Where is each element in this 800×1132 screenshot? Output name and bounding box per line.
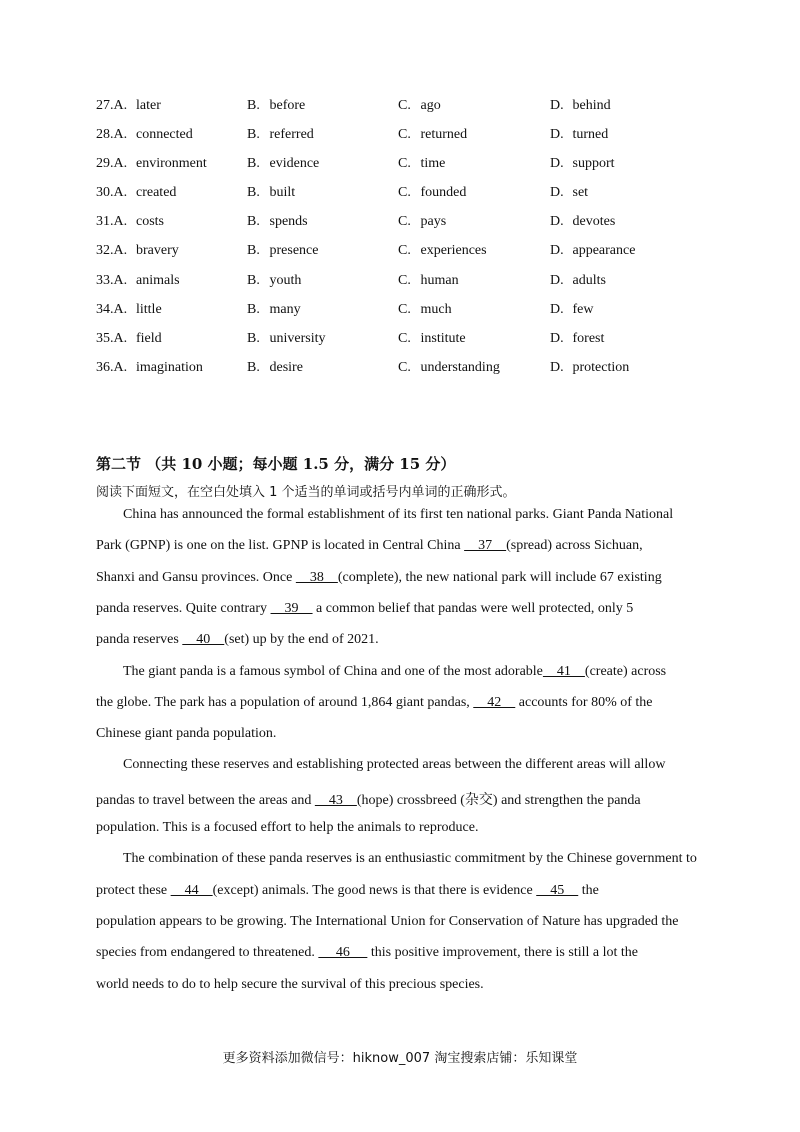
question-number: 32. <box>96 243 114 259</box>
option-c <box>398 96 441 116</box>
option-letter: D. <box>550 185 564 201</box>
option-letter: A. <box>113 330 128 346</box>
option-text: environment <box>132 156 207 172</box>
option-letter: B. <box>247 301 260 317</box>
option-text: imagination <box>132 359 203 375</box>
choice-row <box>96 271 736 300</box>
passage-text: protect these <box>96 882 171 898</box>
option-letter: A. <box>113 301 128 317</box>
question-number: 27. <box>96 98 114 113</box>
choice-row <box>96 154 736 183</box>
option-text: youth <box>266 272 302 288</box>
choice-row <box>96 212 736 241</box>
option-text: spends <box>266 214 308 230</box>
answer-blank[interactable]: 44 <box>170 882 213 898</box>
passage-line <box>96 820 478 836</box>
choice-row <box>96 329 736 358</box>
question-number: 31. <box>96 214 114 230</box>
option-letter: B. <box>247 127 260 143</box>
question-number: 30. <box>96 185 114 201</box>
answer-blank[interactable]: 43 <box>314 792 357 808</box>
passage-line <box>96 789 641 809</box>
footer-note: 更多资料添加微信号：hiknow_007 淘宝搜索店铺：乐知课堂 <box>222 1051 578 1066</box>
option-a <box>96 125 193 145</box>
option-text: connected <box>132 127 193 143</box>
option-letter: B. <box>247 243 260 259</box>
option-text: much <box>417 301 452 317</box>
option-a <box>96 212 164 232</box>
option-letter: A. <box>113 214 128 230</box>
option-text: costs <box>132 214 164 230</box>
choice-row <box>96 300 736 329</box>
option-c <box>398 358 500 378</box>
passage-line <box>96 632 379 648</box>
passage-text: accounts for 80% of the <box>515 694 653 710</box>
passage-line <box>123 507 673 523</box>
option-text: referred <box>266 127 314 143</box>
option-text: founded <box>417 185 467 201</box>
option-letter: C. <box>398 359 411 375</box>
passage-text: Shanxi and Gansu provinces. Once <box>96 569 296 585</box>
passage-text: the <box>578 882 599 898</box>
option-letter: C. <box>398 156 411 172</box>
option-letter: D. <box>550 243 564 259</box>
option-d <box>550 329 604 349</box>
option-text: time <box>417 156 446 172</box>
option-letter: C. <box>398 127 411 143</box>
option-b <box>247 241 318 261</box>
passage-line <box>96 695 653 711</box>
option-text: forest <box>569 330 605 346</box>
option-a <box>96 358 203 378</box>
passage-line <box>96 945 638 961</box>
passage-text: Park (GPNP) is one on the list. GPNP is located in Central China <box>96 538 465 554</box>
option-d <box>550 271 606 291</box>
option-c <box>398 125 467 145</box>
option-letter: A. <box>113 127 128 143</box>
option-text: presence <box>266 243 319 259</box>
passage-line <box>96 538 643 554</box>
option-b <box>247 358 303 378</box>
passage-text: (except) animals. The good news is that there is evidence <box>212 882 537 898</box>
passage-text: (hope) crossbreed (杂交) and strengthen the panda <box>356 792 641 808</box>
passage-line <box>96 726 276 742</box>
option-text: later <box>132 98 161 113</box>
option-letter: B. <box>247 156 260 172</box>
option-text: experiences <box>417 243 487 259</box>
passage-text: panda reserves <box>96 632 183 648</box>
passage-text: (complete), the new national park will include 67 existing <box>337 569 662 585</box>
option-text: adults <box>569 272 606 288</box>
passage-text: (create) across <box>584 663 667 679</box>
option-letter: D. <box>550 301 564 317</box>
option-letter: B. <box>247 98 260 113</box>
option-c <box>398 271 459 291</box>
choice-table <box>96 96 736 387</box>
option-letter: D. <box>550 359 564 375</box>
option-letter: C. <box>398 243 411 259</box>
passage-text: the globe. The park has a population of around 1,864 giant pandas, <box>96 694 474 710</box>
option-letter: A. <box>113 156 128 172</box>
option-d <box>550 300 594 320</box>
option-text: ago <box>417 98 441 113</box>
answer-blank[interactable]: 46 <box>318 945 368 961</box>
option-letter: A. <box>113 98 128 113</box>
question-number: 36. <box>96 359 114 375</box>
option-text: set <box>569 185 589 201</box>
question-number: 29. <box>96 156 114 172</box>
option-text: animals <box>132 272 180 288</box>
option-a <box>96 271 180 291</box>
passage-text: pandas to travel between the areas and <box>96 792 315 808</box>
passage-text: China has announced the formal establishment of its first ten national parks. Giant Panda National <box>123 507 674 522</box>
option-d <box>550 241 635 261</box>
option-b <box>247 271 301 291</box>
option-letter: A. <box>113 272 128 288</box>
option-text: built <box>266 185 296 201</box>
passage-text: population. This is a focused effort to help the animals to reproduce. <box>96 820 479 835</box>
option-c <box>398 212 446 232</box>
option-text: behind <box>569 98 611 113</box>
option-b <box>247 212 308 232</box>
option-letter: C. <box>398 185 411 201</box>
passage-line <box>96 914 679 930</box>
option-letter: C. <box>398 330 411 346</box>
option-letter: D. <box>550 98 564 113</box>
option-letter: D. <box>550 330 564 346</box>
passage-line <box>96 883 599 899</box>
passage-text: species from endangered to threatened. <box>96 945 319 961</box>
option-a <box>96 183 176 203</box>
option-letter: B. <box>247 272 260 288</box>
option-text: bravery <box>132 243 179 259</box>
option-text: turned <box>569 127 609 143</box>
passage-text: Chinese giant panda population. <box>96 726 277 742</box>
option-b <box>247 329 326 349</box>
option-text: understanding <box>417 359 500 375</box>
choice-row <box>96 183 736 212</box>
option-b <box>247 125 314 145</box>
option-letter: C. <box>398 272 411 288</box>
option-text: returned <box>417 127 468 143</box>
passage-text: panda reserves. Quite contrary <box>96 600 271 616</box>
option-a <box>96 300 162 320</box>
option-letter: D. <box>550 272 564 288</box>
option-d <box>550 96 611 116</box>
option-a <box>96 154 207 174</box>
option-text: before <box>266 98 306 113</box>
option-text: evidence <box>266 156 320 172</box>
passage-text: (set) up by the end of 2021. <box>224 632 379 648</box>
passage-text: a common belief that pandas were well protected, only 5 <box>312 600 634 616</box>
option-c <box>398 300 452 320</box>
option-letter: A. <box>113 185 128 201</box>
answer-blank[interactable]: 37 <box>464 538 507 554</box>
passage-text: Connecting these reserves and establishing protected areas between the different areas will allow <box>123 757 666 773</box>
passage-line <box>123 664 666 680</box>
passage-line <box>96 977 484 993</box>
option-letter: B. <box>247 185 260 201</box>
option-d <box>550 125 608 145</box>
question-number: 33. <box>96 272 114 288</box>
question-number: 34. <box>96 301 114 317</box>
answer-blank[interactable]: 41 <box>542 663 585 679</box>
option-d <box>550 183 588 203</box>
option-d <box>550 358 629 378</box>
option-a <box>96 329 162 349</box>
option-d <box>550 154 615 174</box>
option-text: pays <box>417 214 447 230</box>
option-c <box>398 329 466 349</box>
passage-line <box>123 851 697 867</box>
passage-text: The giant panda is a famous symbol of China and one of the most adorable <box>123 663 543 679</box>
option-letter: B. <box>247 214 260 230</box>
passage-line <box>96 601 633 617</box>
option-letter: C. <box>398 214 411 230</box>
option-d <box>550 212 615 232</box>
answer-blank[interactable]: 45 <box>536 882 579 898</box>
option-text: devotes <box>569 214 616 230</box>
option-text: few <box>569 301 594 317</box>
question-number: 28. <box>96 127 114 143</box>
option-b <box>247 96 305 116</box>
option-text: appearance <box>569 243 636 259</box>
option-letter: C. <box>398 98 411 113</box>
option-letter: A. <box>113 243 128 259</box>
passage-text: population appears to be growing. The International Union for Conservation of Nature has upgraded the <box>96 913 679 929</box>
section-title: 第二节 （共 10 小题；每小题 1.5 分，满分 15 分） <box>96 455 456 473</box>
answer-blank[interactable]: 42 <box>473 694 516 710</box>
option-letter: D. <box>550 127 564 143</box>
passage-text: The combination of these panda reserves is an enthusiastic commitment by the Chinese government to <box>123 851 697 867</box>
option-b <box>247 154 319 174</box>
answer-blank[interactable]: 38 <box>295 569 338 585</box>
section-instruction: 阅读下面短文，在空白处填入 1 个适当的单词或括号内单词的正确形式。 <box>96 485 516 500</box>
option-text: protection <box>569 359 630 375</box>
answer-blank[interactable]: 40 <box>182 632 225 648</box>
option-text: human <box>417 272 459 288</box>
choice-row <box>96 241 736 270</box>
option-text: little <box>132 301 162 317</box>
option-letter: C. <box>398 301 411 317</box>
question-number: 35. <box>96 330 114 346</box>
passage-text: world needs to do to help secure the survival of this precious species. <box>96 976 484 992</box>
option-letter: D. <box>550 156 564 172</box>
passage-text: this positive improvement, there is still a lot the <box>367 945 638 961</box>
option-b <box>247 300 301 320</box>
option-text: institute <box>417 330 466 346</box>
option-text: many <box>266 301 301 317</box>
choice-row <box>96 96 736 125</box>
option-a <box>96 241 179 261</box>
option-c <box>398 241 487 261</box>
option-text: desire <box>266 359 303 375</box>
option-a <box>96 96 161 116</box>
option-letter: D. <box>550 214 564 230</box>
option-c <box>398 183 466 203</box>
option-text: support <box>569 156 615 172</box>
option-letter: A. <box>113 359 128 375</box>
option-letter: B. <box>247 330 260 346</box>
answer-blank[interactable]: 39 <box>270 600 313 616</box>
passage-line <box>123 757 665 773</box>
option-text: university <box>266 330 326 346</box>
option-b <box>247 183 295 203</box>
choice-row <box>96 358 736 387</box>
option-c <box>398 154 445 174</box>
passage-text: (spread) across Sichuan, <box>506 538 643 554</box>
option-text: field <box>132 330 162 346</box>
option-letter: B. <box>247 359 260 375</box>
option-text: created <box>132 185 177 201</box>
passage-line <box>96 570 662 586</box>
choice-row <box>96 125 736 154</box>
